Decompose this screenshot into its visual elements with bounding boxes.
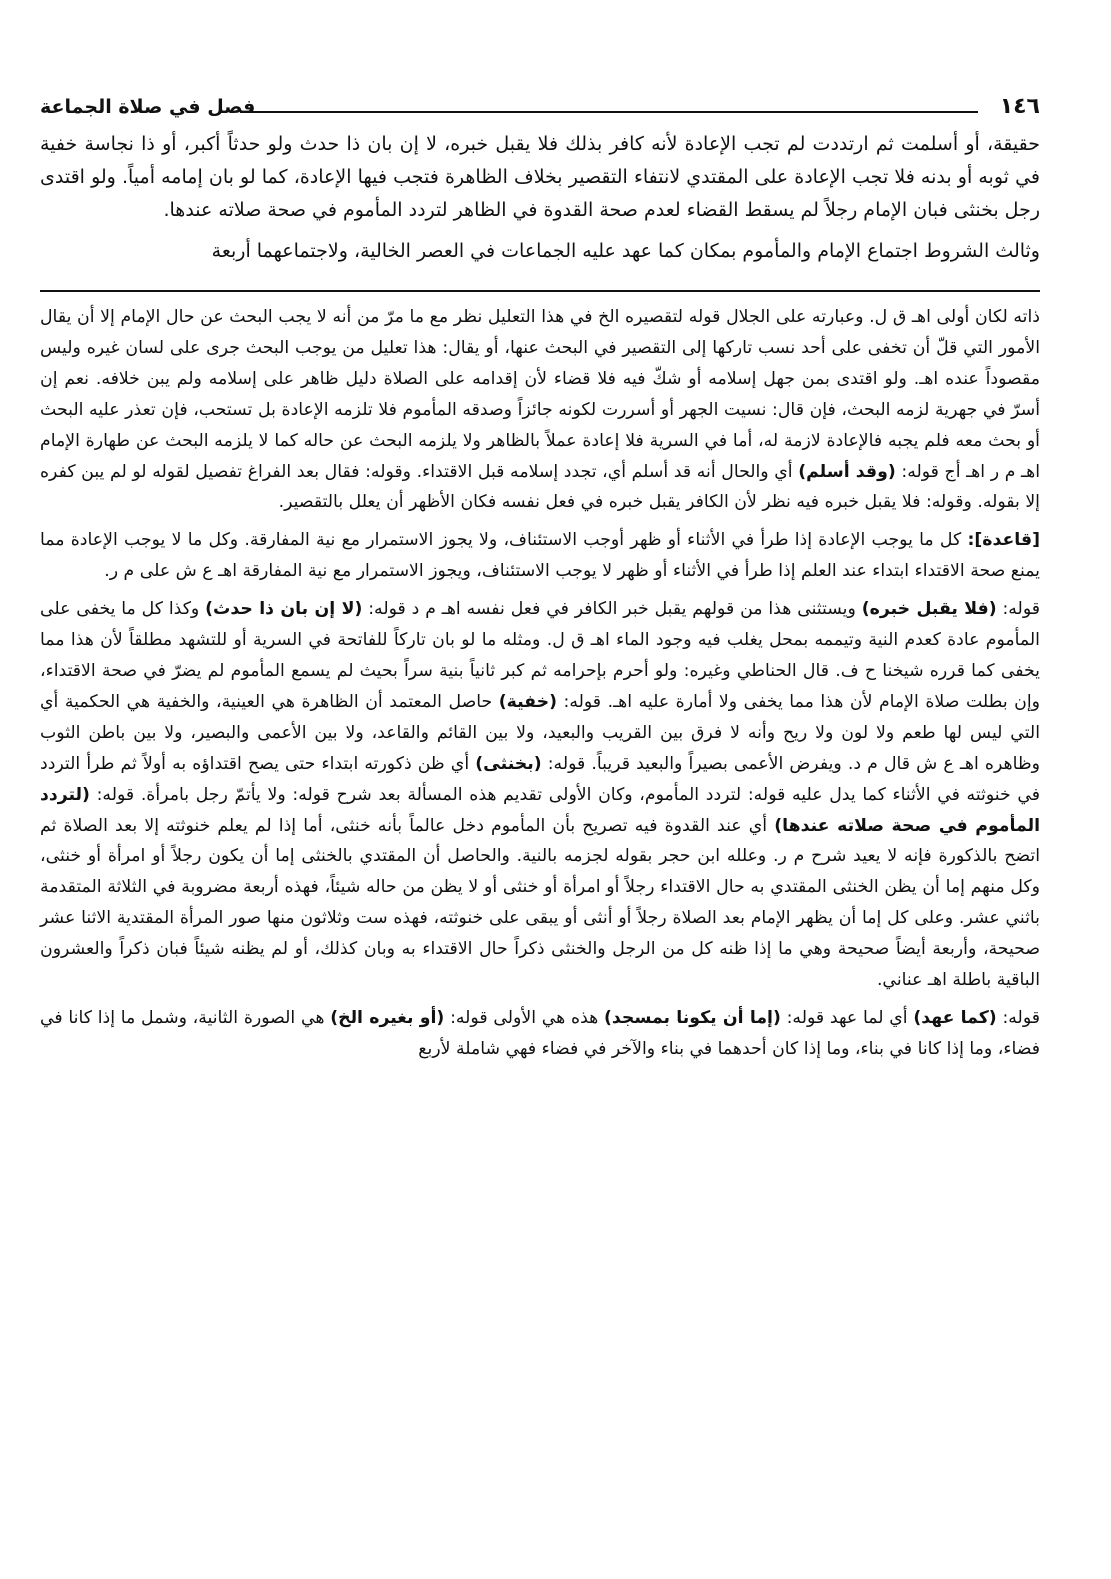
commentary-text: قوله: — [1002, 1007, 1041, 1028]
commentary-paragraph — [40, 302, 1040, 518]
commentary-text: كل ما يوجب الإعادة إذا طرأ في الأثناء أو ظهر أوجب الاستئناف، ولا يجوز الاستمرار مع نية المفارقة. وكل ما لا يوجب الإعادة مما يمنع صحة الاقتداء ابتداء عند العلم إذا طرأ في الأثناء أو ظهر لا يوجب الاستئناف، ويجوز الاستمرار مع نية المفارقة اهـ ع ش على م ر. — [40, 530, 1040, 582]
commentary-text: ذاته لكان أولى اهـ ق ل. وعبارته على الجلال قوله لتقصيره الخ في هذا التعليل نظر مع ما مرّ من أنه لا يجب البحث عن حال الإمام إلا أن يقال الأمور التي قلّ أن تخفى على أحد نسب تاركها إلى التقصير في البحث عنها، أو يقال: هذا تعليل من يوجب البحث جرى على لسان غيره وليس مقصوداً عنده اهـ. ولو اقتدى بمن جهل إسلامه أو شكّ فيه فلا قضاء لأن إقدامه على الصلاة دليل ظاهر على إسلامه ولم يبن خلافه. نعم إن أسرّ في جهرية لزمه البحث، فإن قال: نسيت الجهر أو أسررت لكونه جائزاً وصدقه المأموم فلا تلزمه الإعادة بل تستحب، فإن تعذر عليه البحث أو بحث معه فلم يجبه فالإعادة لازمة له، أما في السرية فلا إعادة عملاً بالظاهر ولا يلزمه البحث عن حاله كما لا يلزمه البحث عن طهارة الإمام اهـ م ر اهـ أج قوله: — [40, 307, 1040, 482]
quoted-phrase: (وقد أسلم) — [798, 461, 896, 482]
page-header — [40, 88, 1040, 128]
commentary-paragraph — [40, 525, 1040, 587]
quoted-phrase: (لتردد المأموم في صحة صلاته عندها) — [40, 784, 1040, 836]
quoted-phrase: (بخنثى) — [475, 753, 542, 774]
book-page — [40, 88, 1040, 1065]
commentary-text: وكذا كل ما يخفى على المأموم عادة كعدم النية وتيممه بمحل يغلب فيه وجود الماء اهـ ق ل. ومثله ما لو بان تاركاً للفاتحة في السرية أو للتشهد مطلقاً لأن هذا مما يخفى كما قرره شيخنا ح ف. قال الحناطي وغيره: ولو أحرم بإحرامه ثم كبر ثانياً بنية سراً بحيث لم يسمع المأموم لم يضرّ في صحة الاقتداء، وإن بطلت صلاة الإمام لأن هذا مما يخفى ولا أمارة عليه اهـ. قوله: — [40, 599, 1041, 712]
rule-label: [قاعدة]: — [967, 530, 1040, 551]
commentary-text: حاصل المعتمد أن الظاهرة هي العينية، والخفية هي الحكمية أي التي ليس لها طعم ولا لون ولا ريح وأنه لا فرق بين القريب والبعيد، ولا بين القائم والقاعد، ولا بين الأعمى والبصير، ولا بين باطن الثوب وظاهره اهـ ع ش قال م د. ويفرض الأعمى بصيراً والبعيد قريباً. قوله: — [40, 691, 1040, 774]
commentary-text: هي الصورة الثانية، وشمل ما إذا كانا في فضاء، وما إذا كانا في بناء، وما إذا كان أحدهما في بناء والآخر في فضاء فهي شاملة لأربع — [40, 1007, 1040, 1059]
commentary-text: هذه هي الأولى قوله: — [450, 1007, 599, 1028]
commentary-text: أي عند القدوة فيه تصريح بأن المأموم دخل عالماً بأنه خنثى، أما إذا لم يعلم خنوثته إلا بعد الصلاة ثم اتضح بالذكورة فإنه لا يعيد شرح م ر. وعلله ابن حجر بقوله لجزمه بالنية. والحاصل أن المقتدي بالخنثى إما أن يكون رجلاً أو امرأة أو خنثى، وكل منهم إما أن يظن الخنثى المقتدي به حال الاقتداء رجلاً أو امرأة أو خنثى أو لا يظن من حاله شيئاً، فهذه أربعة مضروبة في الثلاثة المتقدمة باثني عشر. وعلى كل إما أن يظهر الإمام بعد الصلاة رجلاً أو أنثى أو يبقى على خنوثته، فهذه ست وثلاثون منها صور المرأة المقتدية الاثنا عشر صحيحة، وأربعة أيضاً صحيحة وهي ما إذا ظنه كل من الرجل والخنثى ذكراً حال الاقتداء به وبان كذلك، أو لم يظنه شيئاً فبان ذكراً والعشرون الباقية باطلة اهـ عناني. — [40, 815, 1040, 991]
quoted-phrase: (إما أن يكونا بمسجد) — [604, 1007, 781, 1028]
commentary-paragraph — [40, 594, 1040, 996]
main-text — [40, 128, 1040, 268]
commentary — [40, 302, 1040, 1065]
footnote-divider — [40, 290, 1040, 292]
commentary-paragraph — [40, 1003, 1040, 1065]
main-paragraph: وثالث الشروط اجتماع الإمام والمأموم بمكان كما عهد عليه الجماعات في العصر الخالية، ولاجتماعهما أربعة — [211, 240, 1040, 262]
quoted-phrase: (خفية) — [498, 691, 557, 712]
quoted-phrase: (أو بغيره الخ) — [330, 1007, 445, 1028]
commentary-text: ويستثنى هذا من قولهم يقبل خبر الكافر في فعل نفسه اهـ م د قوله: — [368, 599, 856, 620]
quoted-phrase: (لا إن بان ذا حدث) — [205, 599, 363, 620]
commentary-text: أي لما عهد قوله: — [786, 1007, 908, 1028]
header-rule — [240, 111, 978, 113]
commentary-text: أي والحال أنه قد أسلم أي، تجدد إسلامه قبل الاقتداء. وقوله: فقال بعد الفراغ تفصيل لقوله لو لم يبن كفره إلا بقوله. وقوله: فلا يقبل خبره فيه نظر لأن الكافر يقبل خبره في فعل نفسه فكان الأظهر أن يعلل بالتقصير. — [40, 461, 1040, 513]
page-number: ١٤٦ — [999, 94, 1040, 119]
chapter-title: فصل في صلاة الجماعة — [40, 96, 256, 118]
quoted-phrase: (كما عهد) — [913, 1007, 997, 1028]
commentary-text: أي ظن ذكورته ابتداء حتى يصح اقتداؤه به أولاً ثم طرأ التردد في خنوثته في الأثناء كما يدل عليه قوله: لتردد المأموم، وكان الأولى تقديم هذه المسألة بعد شرح قوله: ولا يأتمّ رجل بامرأة. قوله: — [40, 753, 1040, 805]
commentary-text: قوله: — [1002, 599, 1041, 620]
quoted-phrase: (فلا يقبل خبره) — [861, 599, 997, 620]
main-paragraph: حقيقة، أو أسلمت ثم ارتددت لم تجب الإعادة لأنه كافر بذلك فلا يقبل خبره، لا إن بان ذا حدث ولو حدثاً أكبر، أو ذا نجاسة خفية في ثوبه أو بدنه فلا تجب الإعادة على المقتدي لانتفاء التقصير بخلاف الظاهرة فتجب فيها الإعادة، كما لو بان إمامه أمياً. ولو اقتدى رجل بخنثى فبان الإمام رجلاً لم يسقط القضاء لعدم صحة القدوة في الظاهر لتردد المأموم في صحة صلاته عندها. — [40, 133, 1040, 221]
